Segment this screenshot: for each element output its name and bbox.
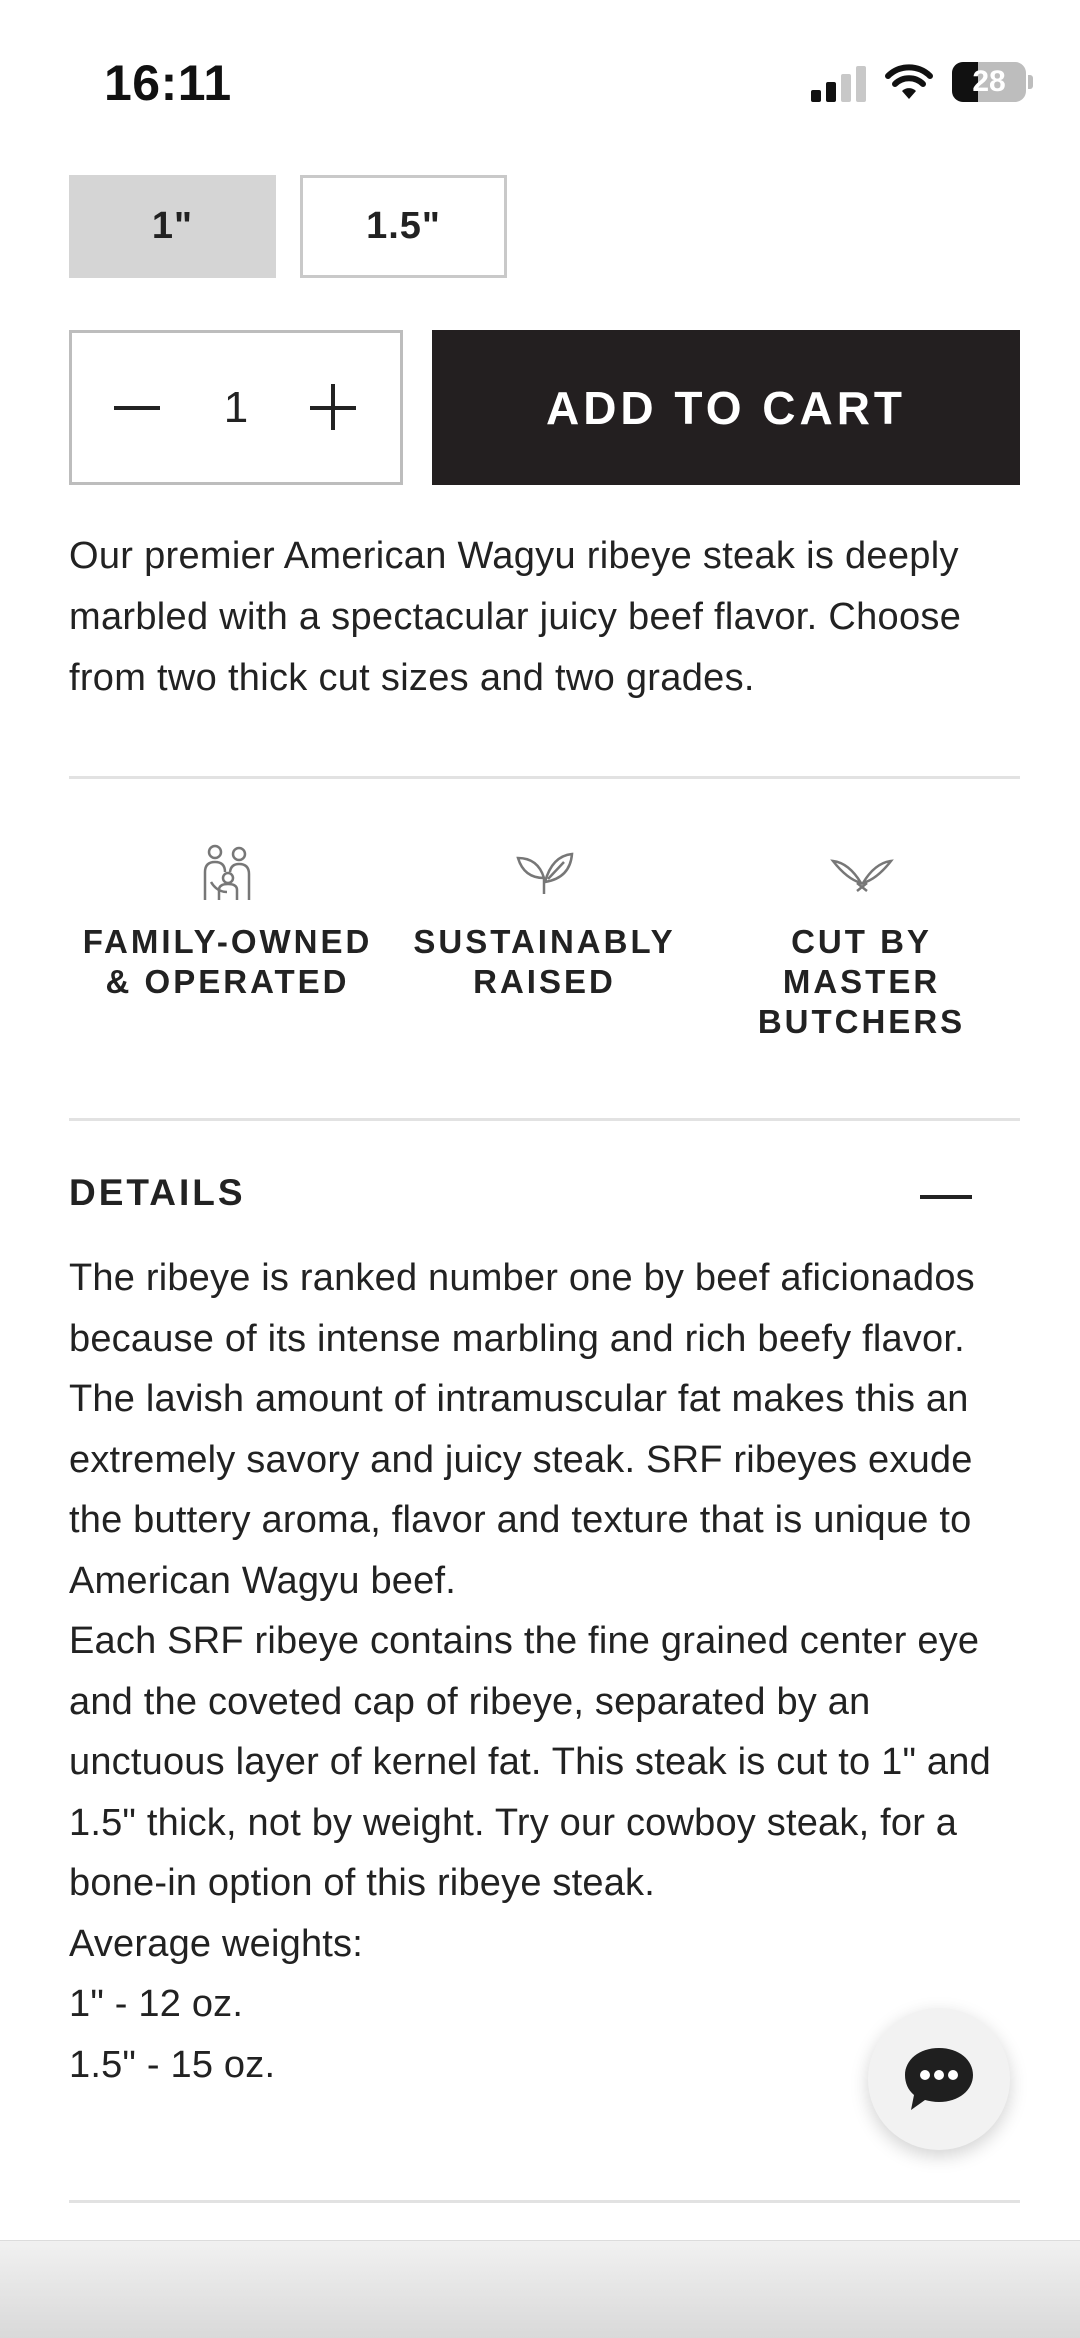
status-bar	[0, 0, 1080, 150]
feature-label: SUSTAINABLY RAISED	[413, 923, 676, 1000]
details-paragraph: Each SRF ribeye contains the fine grained center eye and the coveted cap of ribeye, separated by an unctuous layer of kernel fat. This steak is cut to 1" and 1.5" thick, not by weight. Try our cowboy steak, for a bone-in option of this ribeye steak.	[69, 1620, 991, 1904]
details-paragraph: Average weights:	[69, 1922, 364, 1965]
chat-button[interactable]	[868, 2008, 1010, 2150]
details-paragraph: 1" - 12 oz.	[69, 1983, 244, 2025]
size-option-1-5-inch[interactable]: 1.5"	[300, 175, 507, 278]
feature-sustainably-raised	[386, 838, 703, 1042]
feature-label: CUT BY MASTER BUTCHERS	[757, 923, 966, 1040]
chat-bubble-icon	[901, 2044, 977, 2114]
feature-master-butchers	[703, 838, 1020, 1042]
status-icons	[811, 62, 1026, 102]
leaf-icon	[510, 838, 580, 908]
plus-icon[interactable]	[310, 384, 358, 432]
divider	[69, 776, 1020, 779]
divider	[69, 2200, 1020, 2203]
status-time: 16:11	[104, 55, 232, 111]
details-title: DETAILS	[69, 1172, 246, 1213]
feature-list	[69, 838, 1020, 1042]
add-to-cart-button[interactable]: ADD TO CART	[432, 330, 1020, 485]
details-paragraph: 1.5" - 15 oz.	[69, 2043, 276, 2086]
feature-label: FAMILY-OWNED & OPERATED	[82, 923, 373, 1000]
feature-family-owned	[69, 838, 386, 1042]
details-paragraph: The ribeye is ranked number one by beef aficionados because of its intense marbling and rich beefy flavor. The lavish amount of intramuscular fat makes this an extremely savory and juicy steak. SRF ribeyes exude the buttery aroma, flavor and texture that is unique to American Wagyu beef.	[69, 1257, 975, 1602]
divider	[69, 1118, 1020, 1121]
battery-icon	[952, 62, 1026, 102]
wifi-icon	[884, 63, 934, 101]
cellular-signal-icon	[811, 62, 866, 102]
size-option-1-inch[interactable]: 1"	[69, 175, 276, 278]
family-icon	[193, 838, 263, 908]
battery-percent: 28	[972, 65, 1006, 98]
knives-icon	[827, 838, 897, 908]
quantity-stepper	[69, 330, 403, 485]
details-accordion-header[interactable]	[69, 1172, 1020, 1222]
bottom-browser-bar	[0, 2240, 1080, 2338]
size-options	[69, 175, 507, 278]
minus-icon[interactable]	[114, 384, 162, 432]
product-intro: Our premier American Wagyu ribeye steak is deeply marbled with a spectacular juicy beef flavor. Choose from two thick cut sizes and two grades.	[69, 535, 962, 699]
collapse-minus-icon[interactable]	[920, 1195, 972, 1199]
details-body	[69, 1248, 1029, 2095]
quantity-value[interactable]: 1	[223, 382, 249, 432]
